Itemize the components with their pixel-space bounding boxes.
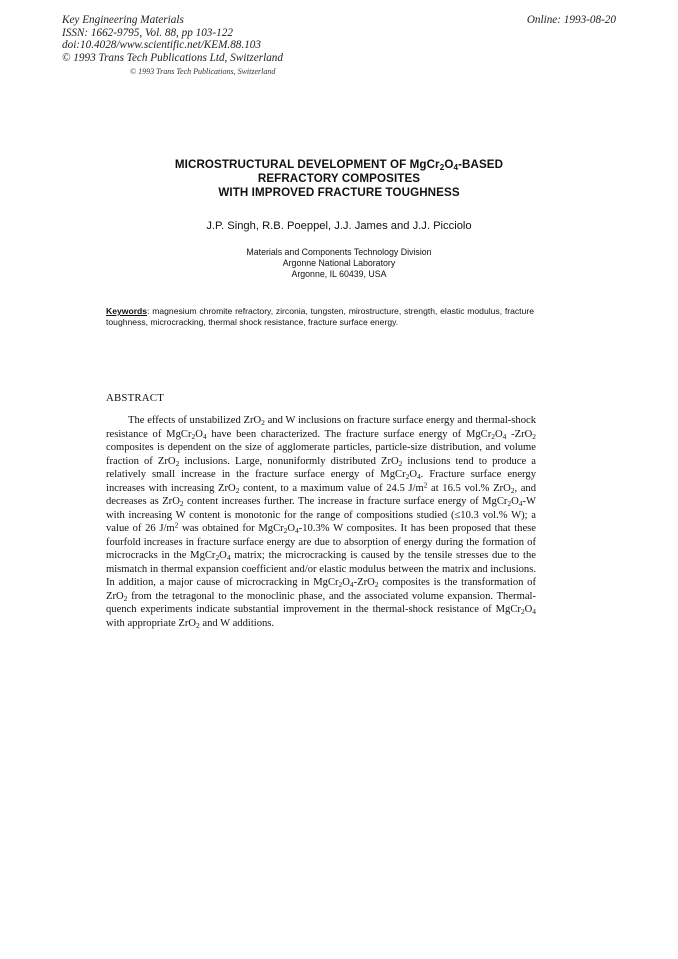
title-line-1: MICROSTRUCTURAL DEVELOPMENT OF $MgCr_2O_4$-BASED bbox=[174, 158, 504, 173]
keywords-text: : magnesium chromite refractory, zirconia, tungsten, mirostructure, strength, elastic modulus, fracture toughness, microcracking, thermal shock resistance, fracture surface energy. bbox=[106, 306, 534, 328]
affiliation-division: Materials and Components Technology Division bbox=[246, 247, 432, 257]
abstract-text bbox=[106, 414, 536, 630]
copyright-small: © 1993 Trans Tech Publications, Switzerland bbox=[130, 67, 276, 76]
keywords-label: Keywords bbox=[106, 306, 148, 316]
online-date: Online: 1993-08-20 bbox=[526, 14, 616, 26]
affiliation-address: Argonne, IL 60439, USA bbox=[291, 269, 387, 279]
doi-link[interactable]: doi:10.4028/www.scientific.net/KEM.88.103 bbox=[62, 39, 261, 52]
affiliation-lab: Argonne National Laboratory bbox=[282, 258, 396, 268]
abstract-heading: ABSTRACT bbox=[106, 392, 164, 404]
issn-line: ISSN: 1662-9795, Vol. 88, pp 103-122 bbox=[62, 26, 233, 39]
title-line-3: WITH IMPROVED FRACTURE TOUGHNESS bbox=[218, 186, 460, 199]
authors: J.P. Singh, R.B. Poeppel, J.J. James and J.J. Picciolo bbox=[206, 220, 472, 232]
affiliation bbox=[100, 247, 578, 280]
publication-info bbox=[62, 14, 283, 64]
keywords bbox=[106, 306, 534, 328]
copyright-line: © 1993 Trans Tech Publications Ltd, Switzerland bbox=[62, 51, 283, 64]
paper-title bbox=[100, 158, 578, 200]
title-line-2: REFRACTORY COMPOSITES bbox=[257, 172, 421, 185]
journal-name: Key Engineering Materials bbox=[62, 14, 184, 26]
abstract-paragraph: The effects of unstabilized ZrO$_2$ and W inclusions on fracture surface energy and thermal-shock resistance of $MgCr_2O_4$ have been characterized. The fracture surface energy of $MgCr_2O_4$ -ZrO$_2$ composites is dependent on the size of agglomerate particles, particle-size distribution, and volume fraction of ZrO$_2$ inclusions. Large, nonuniformly distributed ZrO$_2$ inclusions tend to produce a relatively small increase in the fracture surface energy of $MgCr_2O_4$. Fracture surface energy increases with increasing ZrO$_2$ content, to a maximum value of 24.5 $J/m^2$ at 16.5 vol.% ZrO$_2$, and decreases as ZrO$_2$ content increases further. The increase in fracture surface energy of $MgCr_2O_4-W$ with increasing W content is monotonic for the range of compositions studied (≤10.3 vol.% W); a value of 26 $J/m^2$ was obtained for $MgCr_2O_4-10.3\%$ W composites. It has been proposed that these fourfold increases in fracture surface energy are due to absorption of energy during the formation of microcracks in the $MgCr_2O_4$ matrix; the microcracking is caused by the tensile stresses due to the mismatch in thermal expansion coefficient and/or elastic modulus between the matrix and inclusions. In addition, a major cause of microcracking in $MgCr_2O_4-ZrO_2$ composites is the transformation of ZrO$_2$ from the tetragonal to the monoclinic phase, and the associated volume expansion. Thermal-quench experiments indicate substantial improvement in the thermal-shock resistance of $MgCr_2O_4$ with appropriate ZrO$_2$ and W additions. bbox=[106, 415, 537, 630]
